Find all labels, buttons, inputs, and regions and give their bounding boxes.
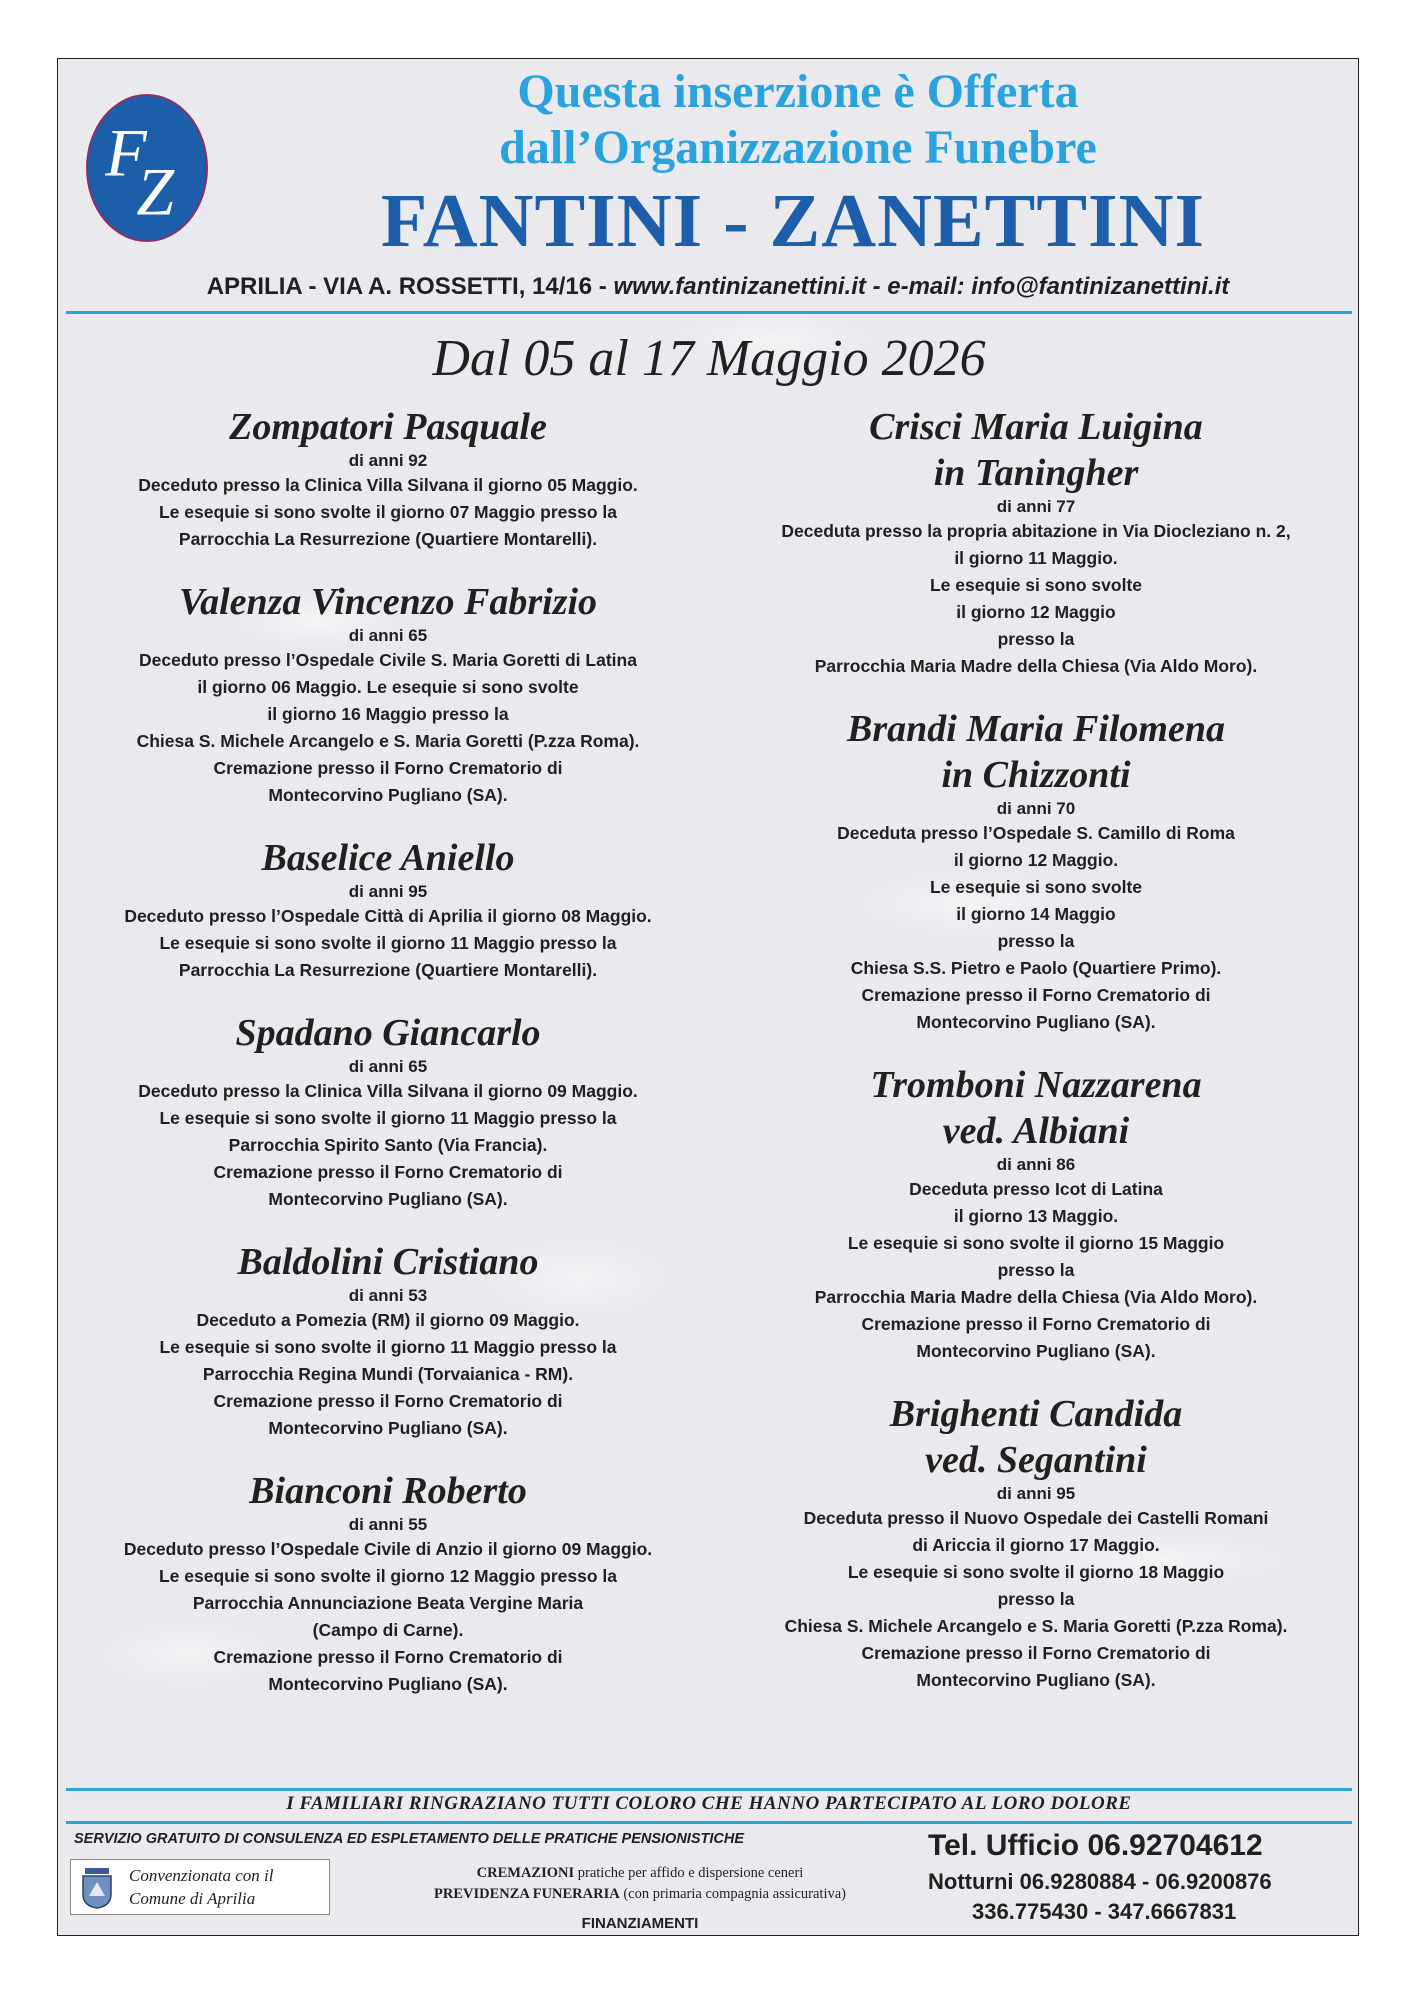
deceased-married-name: ved. Albiani bbox=[942, 1110, 1130, 1152]
night-phones[interactable]: Notturni 06.9280884 - 06.9200876 bbox=[928, 1869, 1272, 1894]
obituary-text bbox=[716, 1505, 1356, 1694]
deceased-age: di anni 77 bbox=[996, 497, 1076, 516]
obituary-text bbox=[68, 647, 708, 809]
deceased-name: Baselice Aniello bbox=[261, 837, 515, 879]
deceased-age: di anni 95 bbox=[348, 882, 428, 901]
obituary-line: Deceduta presso Icot di Latina bbox=[909, 1179, 1163, 1199]
divider-bottom bbox=[66, 1788, 1352, 1791]
deceased-age: di anni 53 bbox=[348, 1286, 428, 1305]
comune-line: Comune di Aprilia bbox=[129, 1889, 256, 1908]
cremation-label: CREMAZIONI bbox=[476, 1865, 575, 1881]
obituary-line: Le esequie si sono svolte il giorno 18 Maggio bbox=[847, 1562, 1225, 1582]
notice-frame bbox=[57, 58, 1359, 1936]
obituary-line: il giorno 11 Maggio. bbox=[954, 548, 1118, 568]
deceased-name: Zompatori Pasquale bbox=[229, 406, 547, 448]
email-link[interactable]: - e-mail: info@fantinizanettini.it bbox=[872, 273, 1230, 300]
obituary-line: Cremazione presso il Forno Crematorio di bbox=[213, 1162, 563, 1182]
obituary-entry bbox=[68, 579, 708, 809]
svg-text:F: F bbox=[105, 115, 147, 191]
divider-footer bbox=[66, 1821, 1352, 1824]
obituary-line: Deceduto presso l’Ospedale Città di Aprilia il giorno 08 Maggio. bbox=[124, 906, 652, 926]
deceased-age: di anni 65 bbox=[348, 1057, 428, 1076]
obituary-line: il giorno 14 Maggio bbox=[956, 904, 1116, 924]
obituary-line: Parrocchia Annunciazione Beata Vergine Maria bbox=[192, 1593, 584, 1613]
obituary-line: Cremazione presso il Forno Crematorio di bbox=[861, 985, 1211, 1005]
obituary-line: il giorno 06 Maggio. Le esequie si sono svolte bbox=[197, 677, 579, 697]
cremation-services bbox=[340, 1865, 940, 1882]
period-title: Dal 05 al 17 Maggio 2026 bbox=[432, 330, 986, 387]
obituary-line: Deceduta presso la propria abitazione in Via Diocleziano n. 2, bbox=[781, 521, 1291, 541]
offer-line-1: Questa inserzione è Offerta bbox=[517, 65, 1079, 118]
obituary-line: Montecorvino Pugliano (SA). bbox=[268, 785, 508, 805]
obituary-line: Le esequie si sono svolte bbox=[929, 877, 1143, 897]
funeral-insurance bbox=[340, 1886, 940, 1903]
obituary-line: presso la bbox=[997, 1589, 1075, 1609]
obituary-text bbox=[716, 1176, 1356, 1365]
obituary-line: Montecorvino Pugliano (SA). bbox=[268, 1418, 508, 1438]
obituary-entry bbox=[68, 1468, 708, 1698]
obituary-line: presso la bbox=[997, 931, 1075, 951]
deceased-age: di anni 55 bbox=[348, 1515, 428, 1534]
obituary-line: Cremazione presso il Forno Crematorio di bbox=[213, 1647, 563, 1667]
deceased-married-name: in Chizzonti bbox=[941, 754, 1131, 796]
obituary-text bbox=[68, 1536, 708, 1698]
deceased-age: di anni 70 bbox=[996, 799, 1076, 818]
deceased-name: Spadano Giancarlo bbox=[235, 1012, 541, 1054]
obituary-line: Le esequie si sono svolte il giorno 11 Maggio presso la bbox=[159, 933, 617, 953]
obituary-entry bbox=[68, 835, 708, 984]
obituary-line: Deceduto presso l’Ospedale Civile S. Maria Goretti di Latina bbox=[139, 650, 637, 670]
insurance-label: PREVIDENZA FUNERARIA bbox=[434, 1886, 620, 1902]
obituary-entry bbox=[716, 1391, 1356, 1694]
obituary-text bbox=[716, 518, 1356, 680]
comune-badge bbox=[70, 1859, 330, 1915]
deceased-name: Bianconi Roberto bbox=[249, 1470, 527, 1512]
obituary-line: Parrocchia La Resurrezione (Quartiere Montarelli). bbox=[178, 529, 598, 549]
mobile-phones[interactable]: 336.775430 - 347.6667831 bbox=[972, 1899, 1237, 1924]
obituary-line: Parrocchia Maria Madre della Chiesa (Via Aldo Moro). bbox=[814, 656, 1258, 676]
deceased-age: di anni 95 bbox=[996, 1484, 1076, 1503]
obituary-entry bbox=[68, 1010, 708, 1213]
obituary-line: Montecorvino Pugliano (SA). bbox=[268, 1189, 508, 1209]
company-name: FANTINI - ZANETTINI bbox=[380, 179, 1206, 263]
obituary-line: Le esequie si sono svolte il giorno 11 Maggio presso la bbox=[159, 1337, 617, 1357]
deceased-name: Baldolini Cristiano bbox=[237, 1241, 539, 1283]
deceased-married-name: in Taningher bbox=[933, 452, 1139, 494]
obituary-line: Parrocchia Maria Madre della Chiesa (Via Aldo Moro). bbox=[814, 1287, 1258, 1307]
left-column bbox=[68, 404, 708, 1724]
fz-monogram-icon bbox=[88, 96, 206, 240]
deceased-name: Brandi Maria Filomena bbox=[847, 708, 1225, 750]
deceased-age: di anni 65 bbox=[348, 626, 428, 645]
city-crest-icon bbox=[77, 1866, 117, 1910]
deceased-age: di anni 92 bbox=[348, 451, 428, 470]
obituary-line: Cremazione presso il Forno Crematorio di bbox=[213, 758, 563, 778]
obituary-line: Montecorvino Pugliano (SA). bbox=[916, 1670, 1156, 1690]
svg-text:Z: Z bbox=[136, 154, 175, 230]
obituary-line: Cremazione presso il Forno Crematorio di bbox=[861, 1643, 1211, 1663]
obituary-line: Parrocchia Spirito Santo (Via Francia). bbox=[228, 1135, 548, 1155]
obituary-line: Deceduta presso l’Ospedale S. Camillo di Roma bbox=[837, 823, 1235, 843]
obituary-line: Le esequie si sono svolte il giorno 15 Maggio bbox=[847, 1233, 1225, 1253]
obituary-text bbox=[68, 903, 708, 984]
office-phone[interactable]: Tel. Ufficio 06.92704612 bbox=[928, 1829, 1263, 1862]
obituary-line: presso la bbox=[997, 1260, 1075, 1280]
obituary-line: il giorno 12 Maggio. bbox=[953, 850, 1119, 870]
obituary-line: Cremazione presso il Forno Crematorio di bbox=[861, 1314, 1211, 1334]
obituary-line: Deceduto presso la Clinica Villa Silvana il giorno 09 Maggio. bbox=[138, 1081, 638, 1101]
obituary-line: Montecorvino Pugliano (SA). bbox=[916, 1341, 1156, 1361]
deceased-age: di anni 86 bbox=[996, 1155, 1076, 1174]
obituary-line: di Ariccia il giorno 17 Maggio. bbox=[912, 1535, 1160, 1555]
obituary-line: Le esequie si sono svolte il giorno 07 Maggio presso la bbox=[158, 502, 618, 522]
obituary-line: Parrocchia Regina Mundi (Torvaianica - RM). bbox=[202, 1364, 574, 1384]
cremation-detail: pratiche per affido e dispersione ceneri bbox=[574, 1865, 804, 1881]
offer-line-2: dall’Organizzazione Funebre bbox=[499, 121, 1097, 174]
obituary-text bbox=[716, 820, 1356, 1036]
obituary-line: Le esequie si sono svolte il giorno 11 Maggio presso la bbox=[159, 1108, 617, 1128]
fz-logo bbox=[86, 94, 208, 242]
obituary-line: (Campo di Carne). bbox=[312, 1620, 464, 1640]
obituary-line: Deceduta presso il Nuovo Ospedale dei Castelli Romani bbox=[803, 1508, 1269, 1528]
comune-text bbox=[129, 1864, 273, 1910]
obituary-line: Deceduto presso l’Ospedale Civile di Anzio il giorno 09 Maggio. bbox=[123, 1539, 653, 1559]
obituary-entry bbox=[716, 706, 1356, 1036]
obituary-line: Chiesa S. Michele Arcangelo e S. Maria Goretti (P.zza Roma). bbox=[784, 1616, 1288, 1636]
obituary-entry bbox=[716, 1062, 1356, 1365]
contact-line bbox=[98, 273, 1338, 301]
obituary-line: il giorno 13 Maggio. bbox=[953, 1206, 1119, 1226]
obituary-line: presso la bbox=[997, 629, 1075, 649]
obituary-line: Montecorvino Pugliano (SA). bbox=[268, 1674, 508, 1694]
obituary-text bbox=[68, 1078, 708, 1213]
obituary-text bbox=[68, 472, 708, 553]
obituary-text bbox=[68, 1307, 708, 1442]
address-text: APRILIA - VIA A. ROSSETTI, 14/16 - bbox=[206, 273, 607, 300]
obituary-line: Parrocchia La Resurrezione (Quartiere Montarelli). bbox=[178, 960, 598, 980]
deceased-name: Brighenti Candida bbox=[889, 1393, 1183, 1435]
obituary-entry bbox=[68, 1239, 708, 1442]
obituary-line: il giorno 12 Maggio bbox=[956, 602, 1116, 622]
deceased-name: Tromboni Nazzarena bbox=[870, 1064, 1202, 1106]
obituary-line: Le esequie si sono svolte il giorno 12 Maggio presso la bbox=[158, 1566, 618, 1586]
pension-service-note: SERVIZIO GRATUITO DI CONSULENZA ED ESPLETAMENTO DELLE PRATICHE PENSIONISTICHE bbox=[74, 1831, 745, 1847]
obituary-line: Le esequie si sono svolte bbox=[929, 575, 1143, 595]
deceased-name: Crisci Maria Luigina bbox=[869, 406, 1203, 448]
obituary-line: Deceduto presso la Clinica Villa Silvana il giorno 05 Maggio. bbox=[138, 475, 638, 495]
website-link[interactable]: www.fantinizanettini.it bbox=[613, 273, 866, 300]
obituary-entry bbox=[68, 404, 708, 553]
obituary-entry bbox=[716, 404, 1356, 680]
obituary-line: Montecorvino Pugliano (SA). bbox=[916, 1012, 1156, 1032]
obituary-line: Cremazione presso il Forno Crematorio di bbox=[213, 1391, 563, 1411]
deceased-name: Valenza Vincenzo Fabrizio bbox=[178, 581, 598, 623]
comune-line: Convenzionata con il bbox=[129, 1866, 274, 1885]
divider-top bbox=[66, 311, 1352, 314]
obituary-line: Deceduto a Pomezia (RM) il giorno 09 Maggio. bbox=[196, 1310, 580, 1330]
thanks-banner: I FAMILIARI RINGRAZIANO TUTTI COLORO CHE HANNO PARTECIPATO AL LORO DOLORE bbox=[286, 1793, 1132, 1814]
insurance-detail: (con primaria compagnia assicurativa) bbox=[619, 1886, 846, 1902]
financing-label: FINANZIAMENTI bbox=[581, 1915, 699, 1932]
obituary-line: Chiesa S.S. Pietro e Paolo (Quartiere Primo). bbox=[850, 958, 1222, 978]
deceased-married-name: ved. Segantini bbox=[925, 1439, 1147, 1481]
obituary-line: il giorno 16 Maggio presso la bbox=[267, 704, 509, 724]
obituary-line: Chiesa S. Michele Arcangelo e S. Maria Goretti (P.zza Roma). bbox=[136, 731, 640, 751]
right-column bbox=[716, 404, 1356, 1720]
